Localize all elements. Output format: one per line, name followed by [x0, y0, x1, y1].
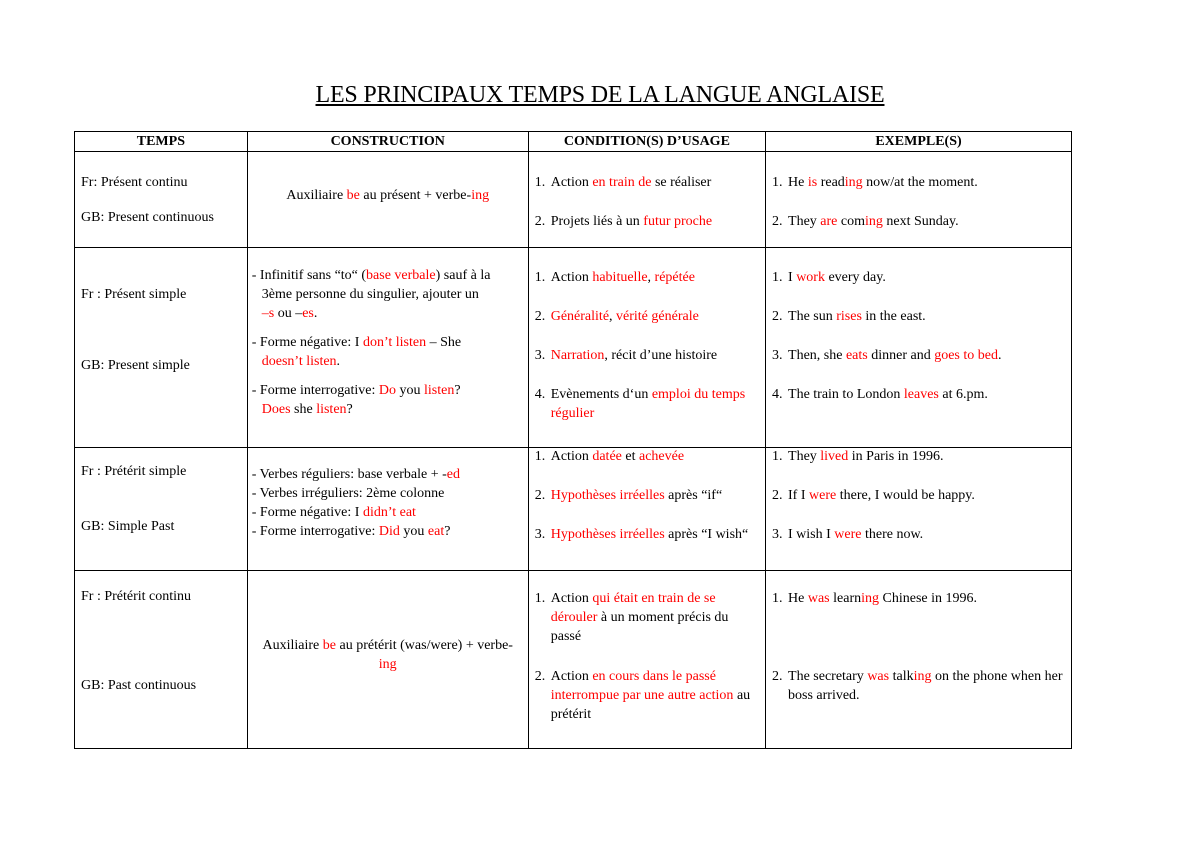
- numbered-item: [772, 212, 1065, 231]
- examples-cell: [766, 571, 1072, 749]
- body-text: - Forme négative: I: [251, 335, 363, 350]
- item-text: [551, 591, 729, 644]
- highlight-text: were: [834, 527, 862, 542]
- highlight-text: –s: [261, 306, 275, 321]
- body-text: ?: [346, 402, 353, 417]
- body-text: .: [997, 348, 1002, 363]
- highlight-text: was: [807, 591, 830, 606]
- construction-line: [252, 381, 526, 400]
- body-text: ?: [454, 383, 461, 398]
- item-number: 1.: [772, 449, 783, 464]
- example-item: [772, 385, 1065, 404]
- item-number: 2.: [772, 309, 783, 324]
- example-item: [772, 667, 1065, 705]
- body-text: now/at the moment.: [862, 175, 978, 190]
- highlight-text: ing: [471, 187, 490, 203]
- examples-cell: [766, 152, 1072, 248]
- body-text: - Forme négative: I: [251, 505, 363, 520]
- highlight-text: Hypothèses irréelles: [550, 527, 665, 542]
- tenses-table: [74, 131, 1072, 749]
- item-number: 3.: [772, 348, 783, 363]
- body-text: - Verbes irréguliers: 2ème colonne: [251, 486, 445, 501]
- body-text: read: [817, 175, 845, 190]
- header-exemples: EXEMPLE(S): [766, 132, 1072, 152]
- item-text: [788, 348, 1001, 363]
- item-number: 2.: [534, 669, 546, 684]
- body-text: He: [788, 591, 808, 606]
- item-number: 1.: [772, 591, 783, 606]
- construction-line: [252, 400, 526, 419]
- construction-line: [252, 333, 526, 352]
- numbered-item: [772, 486, 1065, 505]
- body-text: I wish I: [788, 527, 835, 542]
- highlight-text: ed: [446, 467, 460, 482]
- numbered-item: [535, 173, 759, 192]
- body-text: après “I wish“: [664, 527, 749, 542]
- highlight-text: qui était en train de se dérouler: [550, 591, 716, 625]
- construction-text: [254, 636, 522, 674]
- numbered-item: [535, 385, 759, 423]
- item-number: 1.: [772, 270, 783, 285]
- example-item: [772, 307, 1065, 326]
- construction-line: [252, 484, 522, 503]
- example-item: [772, 525, 1065, 544]
- body-text: in Paris in 1996.: [848, 449, 944, 464]
- body-text: every day.: [824, 270, 886, 285]
- body-text: à un moment précis du passé: [550, 610, 729, 644]
- highlight-text: Hypothèses irréelles: [550, 488, 665, 503]
- numbered-item: [535, 268, 759, 287]
- body-text: Action: [550, 449, 593, 464]
- item-number: 1.: [534, 449, 546, 464]
- temps-fr: Fr: Présent continu: [81, 175, 188, 190]
- body-text: talk: [889, 669, 914, 684]
- body-text: - Forme interrogative:: [251, 383, 379, 398]
- body-text: I: [788, 270, 797, 285]
- item-text: [551, 348, 717, 363]
- item-text: [788, 387, 988, 402]
- item-text: [551, 669, 750, 722]
- body-text: The secretary: [788, 669, 868, 684]
- construction-line: [252, 522, 522, 541]
- example-item: [772, 486, 1065, 505]
- body-text: you: [396, 383, 425, 398]
- highlight-text: Does: [261, 402, 291, 417]
- item-text: [788, 270, 886, 285]
- temps-gb: GB: Present continuous: [81, 210, 214, 225]
- item-text: [788, 669, 1063, 703]
- item-text: [788, 591, 977, 606]
- body-text: , récit d’une histoire: [604, 348, 718, 363]
- highlight-text: were: [809, 488, 837, 503]
- body-text: you: [399, 524, 428, 539]
- body-text: The train to London: [788, 387, 904, 402]
- highlight-text: base verbale: [366, 268, 436, 283]
- table-row: [75, 571, 1072, 749]
- item-number: 2.: [772, 214, 783, 229]
- example-item: [772, 589, 1065, 608]
- numbered-item: [535, 667, 759, 724]
- condition-item: [535, 307, 759, 326]
- construction-cell: [247, 248, 528, 448]
- item-text: [788, 309, 926, 324]
- item-text: [551, 175, 712, 190]
- item-number: 3.: [534, 527, 546, 542]
- highlight-text: habituelle: [592, 270, 648, 285]
- temps-gb: GB: Simple Past: [81, 519, 175, 534]
- page-title: LES PRINCIPAUX TEMPS DE LA LANGUE ANGLAISE: [315, 82, 885, 108]
- body-text: com: [837, 214, 865, 229]
- examples-cell: [766, 248, 1072, 448]
- highlight-text: doesn’t listen: [261, 354, 337, 369]
- construction-line: [252, 465, 522, 484]
- highlight-text: didn’t eat: [362, 505, 416, 520]
- highlight-text: ing: [844, 175, 863, 190]
- body-text: in the east.: [861, 309, 926, 324]
- example-item: [772, 212, 1065, 231]
- highlight-text: ing: [861, 591, 879, 606]
- body-text: au prétérit: [550, 688, 751, 722]
- highlight-text: be: [322, 637, 336, 653]
- item-text: [551, 270, 695, 285]
- body-text: .: [336, 354, 341, 369]
- body-text: .: [313, 306, 318, 321]
- item-text: [788, 214, 959, 229]
- body-text: - Verbes réguliers: base verbale + -: [251, 467, 447, 482]
- numbered-item: [772, 173, 1065, 192]
- body-text: ) sauf à la: [435, 268, 491, 283]
- highlight-text: es: [302, 306, 314, 321]
- highlight-text: eat: [427, 524, 445, 539]
- numbered-item: [772, 589, 1065, 608]
- item-number: 1.: [534, 591, 546, 606]
- condition-item: [535, 486, 759, 505]
- body-text: après “if“: [664, 488, 723, 503]
- body-text: next Sunday.: [882, 214, 959, 229]
- header-temps: TEMPS: [75, 132, 248, 152]
- body-text: Projets liés à un: [550, 214, 644, 229]
- body-text: et: [621, 449, 639, 464]
- condition-item: [535, 173, 759, 192]
- highlight-text: was: [867, 669, 890, 684]
- body-text: ,: [609, 309, 617, 324]
- example-item: [772, 173, 1065, 192]
- item-text: [788, 449, 944, 464]
- temps-cell: [75, 248, 248, 448]
- item-number: 2.: [772, 669, 783, 684]
- temps-fr: Fr : Présent simple: [81, 287, 187, 302]
- highlight-text: rises: [836, 309, 862, 324]
- highlight-text: datée: [592, 449, 622, 464]
- numbered-item: [535, 346, 759, 365]
- numbered-item: [535, 525, 759, 544]
- highlight-text: futur proche: [643, 214, 713, 229]
- body-text: there now.: [861, 527, 924, 542]
- item-text: [788, 488, 975, 503]
- highlight-text: Do: [378, 383, 397, 398]
- conditions-cell: [528, 152, 765, 248]
- highlight-text: listen: [316, 402, 347, 417]
- item-text: [551, 309, 699, 324]
- numbered-item: [535, 486, 759, 505]
- temps-cell: [75, 152, 248, 248]
- body-text: on the phone when her boss arrived.: [788, 669, 1063, 703]
- conditions-cell: [528, 448, 765, 571]
- temps-gb: GB: Present simple: [81, 358, 190, 373]
- examples-cell: [766, 448, 1072, 571]
- highlight-text: eats: [845, 348, 868, 363]
- item-number: 1.: [534, 270, 546, 285]
- highlight-text: ing: [378, 656, 397, 672]
- highlight-text: répétée: [654, 270, 695, 285]
- construction-line: [252, 304, 526, 323]
- construction-line: 3ème personne du singulier, ajouter un: [261, 287, 479, 302]
- body-text: ,: [647, 270, 655, 285]
- temps-fr: Fr : Prétérit simple: [81, 464, 187, 479]
- item-number: 2.: [534, 214, 546, 229]
- body-text: Auxiliaire: [286, 187, 347, 203]
- header-conditions: CONDITION(S) D’USAGE: [528, 132, 765, 152]
- condition-item: [535, 346, 759, 365]
- body-text: learn: [829, 591, 862, 606]
- body-text: Then, she: [788, 348, 846, 363]
- highlight-text: is: [807, 175, 818, 190]
- body-text: Action: [550, 270, 593, 285]
- body-text: at 6.pm.: [938, 387, 988, 402]
- body-text: ?: [444, 524, 451, 539]
- body-text: He: [788, 175, 808, 190]
- highlight-text: be: [346, 187, 360, 203]
- temps-cell: [75, 448, 248, 571]
- numbered-item: [772, 346, 1065, 365]
- item-number: 1.: [534, 175, 546, 190]
- condition-item: [535, 385, 759, 423]
- body-text: They: [788, 214, 821, 229]
- numbered-item: [772, 385, 1065, 404]
- example-item: [772, 447, 1065, 466]
- body-text: If I: [788, 488, 810, 503]
- construction-line: [252, 352, 526, 371]
- numbered-item: [535, 447, 759, 466]
- condition-item: [535, 447, 759, 466]
- body-text: se réaliser: [651, 175, 712, 190]
- body-text: – She: [426, 335, 462, 350]
- highlight-text: achevée: [638, 449, 685, 464]
- item-text: [551, 214, 712, 229]
- item-number: 3.: [534, 348, 546, 363]
- item-number: 4.: [534, 387, 546, 402]
- temps-fr: Fr : Prétérit continu: [81, 589, 192, 604]
- example-item: [772, 346, 1065, 365]
- body-text: Chinese in 1996.: [879, 591, 977, 606]
- highlight-text: Généralité: [550, 309, 610, 324]
- highlight-text: don’t listen: [362, 335, 427, 350]
- body-text: - Infinitif sans “to“ (: [251, 268, 367, 283]
- conditions-cell: [528, 571, 765, 749]
- item-number: 3.: [772, 527, 783, 542]
- conditions-cell: [528, 248, 765, 448]
- numbered-item: [772, 307, 1065, 326]
- highlight-text: Narration: [550, 348, 605, 363]
- condition-item: [535, 268, 759, 287]
- construction-cell: [247, 448, 528, 571]
- item-number: 4.: [772, 387, 783, 402]
- numbered-item: [535, 307, 759, 326]
- item-number: 2.: [534, 488, 546, 503]
- numbered-item: [772, 268, 1065, 287]
- numbered-item: [772, 667, 1065, 705]
- highlight-text: en cours dans le passé interrompue par une autre action: [550, 669, 734, 703]
- body-text: Action: [550, 175, 593, 190]
- example-item: [772, 268, 1065, 287]
- item-number: 2.: [772, 488, 783, 503]
- construction-text: [252, 465, 522, 541]
- item-number: 1.: [772, 175, 783, 190]
- highlight-text: work: [796, 270, 825, 285]
- item-text: [551, 488, 722, 503]
- highlight-text: are: [820, 214, 838, 229]
- condition-item: [535, 667, 759, 724]
- item-number: 2.: [534, 309, 546, 324]
- body-text: there, I would be happy.: [836, 488, 975, 503]
- numbered-item: [772, 447, 1065, 466]
- highlight-text: ing: [864, 214, 883, 229]
- body-text: Evènements d‘un: [550, 387, 652, 402]
- construction-text: [254, 186, 522, 205]
- construction-line: [252, 266, 526, 285]
- item-text: [788, 175, 978, 190]
- header-construction: CONSTRUCTION: [247, 132, 528, 152]
- table-row: [75, 448, 1072, 571]
- item-text: [551, 449, 684, 464]
- temps-cell: [75, 571, 248, 749]
- highlight-text: leaves: [903, 387, 939, 402]
- body-text: dinner and: [867, 348, 935, 363]
- construction-cell: [247, 152, 528, 248]
- highlight-text: Did: [378, 524, 400, 539]
- numbered-item: [535, 212, 759, 231]
- highlight-text: goes to bed: [934, 348, 998, 363]
- condition-item: [535, 589, 759, 646]
- highlight-text: vérité générale: [616, 309, 699, 324]
- construction-cell: [247, 571, 528, 749]
- item-text: [551, 527, 749, 542]
- highlight-text: en train de: [592, 175, 652, 190]
- body-text: Action: [550, 669, 593, 684]
- body-text: Action: [550, 591, 593, 606]
- highlight-text: ing: [913, 669, 932, 684]
- table-header-row: [75, 132, 1072, 152]
- body-text: ou –: [274, 306, 303, 321]
- condition-item: [535, 212, 759, 231]
- body-text: au prétérit (was/were) + verbe-: [336, 637, 513, 653]
- highlight-text: listen: [424, 383, 455, 398]
- construction-line: [252, 503, 522, 522]
- body-text: They: [788, 449, 821, 464]
- table-row: [75, 248, 1072, 448]
- body-text: - Forme interrogative:: [251, 524, 379, 539]
- numbered-item: [535, 589, 759, 646]
- item-text: [551, 387, 745, 421]
- body-text: The sun: [788, 309, 837, 324]
- condition-item: [535, 525, 759, 544]
- body-text: au présent + verbe-: [359, 187, 472, 203]
- body-text: she: [290, 402, 317, 417]
- item-text: [788, 527, 923, 542]
- highlight-text: lived: [820, 449, 849, 464]
- highlight-text: emploi du temps régulier: [550, 387, 746, 421]
- temps-gb: GB: Past continuous: [81, 678, 197, 693]
- table-row: [75, 152, 1072, 248]
- body-text: Auxiliaire: [262, 637, 323, 653]
- numbered-item: [772, 525, 1065, 544]
- construction-text: [252, 266, 526, 419]
